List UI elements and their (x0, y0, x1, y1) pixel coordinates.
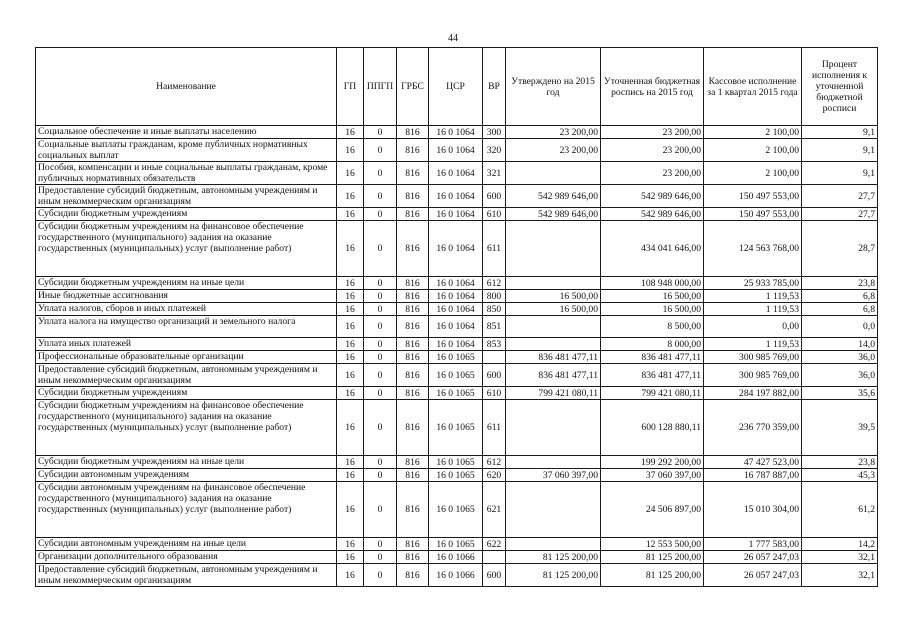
row-ppgp: 0 (364, 290, 397, 303)
row-ppgp: 0 (364, 185, 397, 208)
row-refined: 23 200,00 (601, 126, 704, 139)
row-vr: 622 (483, 538, 506, 551)
row-ppgp: 0 (364, 482, 397, 538)
row-name: Субсидии автономным учреждениям на иные цели (36, 538, 337, 551)
header-gp: ГП (337, 48, 364, 126)
row-approved: 542 989 646,00 (506, 208, 601, 221)
row-refined: 37 060 397,00 (601, 469, 704, 482)
row-name: Уплата иных платежей (36, 338, 337, 351)
row-name: Предоставление субсидий бюджетным, автономным учреждениям и иным некоммерческим организациям (36, 185, 337, 208)
row-csr: 16 0 1065 (429, 351, 483, 364)
row-cash: 2 100,00 (704, 126, 802, 139)
row-name: Профессиональные образовательные организации (36, 351, 337, 364)
row-vr: 610 (483, 208, 506, 221)
row-ppgp: 0 (364, 364, 397, 387)
page-number: 44 (448, 33, 458, 44)
row-percent: 35,6 (802, 387, 878, 400)
row-name: Уплата налога на имущество организаций и земельного налога (36, 316, 337, 338)
row-approved: 836 481 477,11 (506, 351, 601, 364)
row-percent: 28,7 (802, 221, 878, 277)
row-refined: 600 128 880,11 (601, 400, 704, 456)
row-refined: 23 200,00 (601, 139, 704, 162)
row-cash: 25 933 785,00 (704, 277, 802, 290)
row-grbs: 816 (397, 364, 429, 387)
row-refined: 16 500,00 (601, 290, 704, 303)
row-percent: 39,5 (802, 400, 878, 456)
table-body (36, 126, 878, 587)
row-grbs: 816 (397, 162, 429, 185)
row-gp: 16 (337, 456, 364, 469)
row-cash: 1 119,53 (704, 290, 802, 303)
row-percent: 9,1 (802, 126, 878, 139)
row-grbs: 816 (397, 221, 429, 277)
row-csr: 16 0 1064 (429, 162, 483, 185)
row-gp: 16 (337, 538, 364, 551)
row-csr: 16 0 1065 (429, 456, 483, 469)
row-csr: 16 0 1064 (429, 338, 483, 351)
row-grbs: 816 (397, 400, 429, 456)
table-row (36, 162, 878, 185)
row-percent: 6,8 (802, 303, 878, 316)
row-name: Субсидии бюджетным учреждениям на финансовое обеспечение государственного (муниципального) задания на оказание государственных (муниципальных) услуг (выполнение работ) (36, 400, 337, 456)
table-row (36, 338, 878, 351)
row-approved: 799 421 080,11 (506, 387, 601, 400)
row-cash: 16 787 887,00 (704, 469, 802, 482)
row-approved (506, 538, 601, 551)
row-refined: 81 125 200,00 (601, 564, 704, 587)
row-ppgp: 0 (364, 387, 397, 400)
row-approved: 37 060 397,00 (506, 469, 601, 482)
table-row (36, 538, 878, 551)
table-row (36, 277, 878, 290)
row-ppgp: 0 (364, 351, 397, 364)
row-gp: 16 (337, 338, 364, 351)
table-row (36, 564, 878, 587)
row-vr: 611 (483, 400, 506, 456)
row-approved: 81 125 200,00 (506, 564, 601, 587)
row-approved (506, 482, 601, 538)
row-grbs: 816 (397, 139, 429, 162)
row-gp: 16 (337, 387, 364, 400)
row-percent: 36,0 (802, 351, 878, 364)
row-vr: 612 (483, 277, 506, 290)
row-approved (506, 338, 601, 351)
row-approved (506, 456, 601, 469)
row-name: Субсидии бюджетным учреждениям на финансовое обеспечение государственного (муниципального) задания на оказание государственных (муниципальных) услуг (выполнение работ) (36, 221, 337, 277)
table-row (36, 139, 878, 162)
row-gp: 16 (337, 277, 364, 290)
row-csr: 16 0 1064 (429, 290, 483, 303)
row-vr: 600 (483, 564, 506, 587)
header-ppgp: ППГП (364, 48, 397, 126)
row-gp: 16 (337, 400, 364, 456)
row-grbs: 816 (397, 277, 429, 290)
row-vr: 850 (483, 303, 506, 316)
row-csr: 16 0 1065 (429, 387, 483, 400)
row-cash: 150 497 553,00 (704, 208, 802, 221)
header-cash: Кассовое исполнение за 1 квартал 2015 года (704, 48, 802, 126)
budget-table (35, 47, 878, 587)
row-ppgp: 0 (364, 456, 397, 469)
row-gp: 16 (337, 208, 364, 221)
row-name: Предоставление субсидий бюджетным, автономным учреждениям и иным некоммерческим организациям (36, 564, 337, 587)
row-name: Организации дополнительного образования (36, 551, 337, 564)
row-csr: 16 0 1064 (429, 139, 483, 162)
row-gp: 16 (337, 351, 364, 364)
row-percent: 23,8 (802, 277, 878, 290)
row-approved: 16 500,00 (506, 303, 601, 316)
row-grbs: 816 (397, 387, 429, 400)
row-vr (483, 351, 506, 364)
row-name: Пособия, компенсации и иные социальные выплаты гражданам, кроме публичных нормативных обязательств (36, 162, 337, 185)
row-vr: 800 (483, 290, 506, 303)
row-vr: 851 (483, 316, 506, 338)
row-approved: 836 481 477,11 (506, 364, 601, 387)
row-ppgp: 0 (364, 277, 397, 290)
row-gp: 16 (337, 564, 364, 587)
row-cash: 2 100,00 (704, 162, 802, 185)
row-refined: 108 948 000,00 (601, 277, 704, 290)
row-ppgp: 0 (364, 162, 397, 185)
row-approved: 23 200,00 (506, 139, 601, 162)
row-refined: 8 500,00 (601, 316, 704, 338)
row-cash: 15 010 304,00 (704, 482, 802, 538)
row-refined: 24 506 897,00 (601, 482, 704, 538)
row-name: Уплата налогов, сборов и иных платежей (36, 303, 337, 316)
row-ppgp: 0 (364, 221, 397, 277)
row-percent: 14,0 (802, 338, 878, 351)
row-grbs: 816 (397, 469, 429, 482)
row-vr: 320 (483, 139, 506, 162)
row-percent: 9,1 (802, 162, 878, 185)
row-gp: 16 (337, 290, 364, 303)
row-vr: 300 (483, 126, 506, 139)
row-cash: 124 563 768,00 (704, 221, 802, 277)
row-vr: 600 (483, 185, 506, 208)
row-refined: 836 481 477,11 (601, 364, 704, 387)
row-refined: 542 989 646,00 (601, 208, 704, 221)
table-row (36, 185, 878, 208)
row-ppgp: 0 (364, 316, 397, 338)
row-gp: 16 (337, 316, 364, 338)
row-csr: 16 0 1065 (429, 538, 483, 551)
row-gp: 16 (337, 139, 364, 162)
header-name: Наименование (36, 48, 337, 126)
row-cash: 2 100,00 (704, 139, 802, 162)
header-percent: Процент исполнения к уточненной бюджетной росписи (802, 48, 878, 126)
row-percent: 32,1 (802, 551, 878, 564)
row-vr: 321 (483, 162, 506, 185)
row-gp: 16 (337, 185, 364, 208)
row-ppgp: 0 (364, 139, 397, 162)
row-csr: 16 0 1064 (429, 208, 483, 221)
row-name: Социальные выплаты гражданам, кроме публичных нормативных социальных выплат (36, 139, 337, 162)
row-vr: 610 (483, 387, 506, 400)
row-cash: 1 119,53 (704, 338, 802, 351)
row-cash: 0,00 (704, 316, 802, 338)
row-approved: 81 125 200,00 (506, 551, 601, 564)
row-csr: 16 0 1064 (429, 185, 483, 208)
table-row (36, 126, 878, 139)
row-gp: 16 (337, 221, 364, 277)
row-name: Иные бюджетные ассигнования (36, 290, 337, 303)
row-name: Субсидии бюджетным учреждениям на иные цели (36, 277, 337, 290)
row-grbs: 816 (397, 538, 429, 551)
row-csr: 16 0 1064 (429, 277, 483, 290)
row-grbs: 816 (397, 351, 429, 364)
row-approved: 542 989 646,00 (506, 185, 601, 208)
row-ppgp: 0 (364, 469, 397, 482)
row-refined: 8 000,00 (601, 338, 704, 351)
row-cash: 26 057 247,03 (704, 564, 802, 587)
row-name: Субсидии автономным учреждениям (36, 469, 337, 482)
row-approved (506, 277, 601, 290)
table-row (36, 303, 878, 316)
table-row (36, 351, 878, 364)
row-ppgp: 0 (364, 538, 397, 551)
row-approved (506, 221, 601, 277)
row-csr: 16 0 1064 (429, 303, 483, 316)
table-row (36, 316, 878, 338)
row-ppgp: 0 (364, 400, 397, 456)
row-vr: 600 (483, 364, 506, 387)
row-csr: 16 0 1065 (429, 482, 483, 538)
row-vr: 621 (483, 482, 506, 538)
table-row (36, 482, 878, 538)
row-name: Субсидии бюджетным учреждениям (36, 208, 337, 221)
row-csr: 16 0 1065 (429, 400, 483, 456)
row-csr: 16 0 1064 (429, 126, 483, 139)
row-name: Субсидии автономным учреждениям на финансовое обеспечение государственного (муниципального) задания на оказание государственных (муниципальных) услуг (выполнение работ) (36, 482, 337, 538)
row-cash: 1 777 583,00 (704, 538, 802, 551)
row-refined: 16 500,00 (601, 303, 704, 316)
row-grbs: 816 (397, 316, 429, 338)
row-refined: 542 989 646,00 (601, 185, 704, 208)
row-gp: 16 (337, 162, 364, 185)
table-row (36, 551, 878, 564)
row-grbs: 816 (397, 456, 429, 469)
row-grbs: 816 (397, 482, 429, 538)
row-percent: 27,7 (802, 185, 878, 208)
row-percent: 0,0 (802, 316, 878, 338)
table-row (36, 400, 878, 456)
row-percent: 36,0 (802, 364, 878, 387)
row-cash: 26 057 247,03 (704, 551, 802, 564)
row-name: Предоставление субсидий бюджетным, автономным учреждениям и иным некоммерческим организациям (36, 364, 337, 387)
row-refined: 434 041 646,00 (601, 221, 704, 277)
row-percent: 14,2 (802, 538, 878, 551)
table-row (36, 456, 878, 469)
row-approved (506, 316, 601, 338)
row-grbs: 816 (397, 208, 429, 221)
row-grbs: 816 (397, 564, 429, 587)
row-csr: 16 0 1066 (429, 551, 483, 564)
row-ppgp: 0 (364, 564, 397, 587)
row-refined: 199 292 200,00 (601, 456, 704, 469)
row-vr: 620 (483, 469, 506, 482)
row-percent: 61,2 (802, 482, 878, 538)
row-csr: 16 0 1065 (429, 469, 483, 482)
table-row (36, 221, 878, 277)
row-refined: 81 125 200,00 (601, 551, 704, 564)
table-row (36, 364, 878, 387)
row-refined: 12 553 500,00 (601, 538, 704, 551)
row-refined: 836 481 477,11 (601, 351, 704, 364)
row-cash: 150 497 553,00 (704, 185, 802, 208)
row-gp: 16 (337, 551, 364, 564)
row-gp: 16 (337, 303, 364, 316)
row-cash: 236 770 359,00 (704, 400, 802, 456)
row-grbs: 816 (397, 551, 429, 564)
row-approved: 23 200,00 (506, 126, 601, 139)
row-name: Социальное обеспечение и иные выплаты населению (36, 126, 337, 139)
row-vr: 612 (483, 456, 506, 469)
table-row (36, 469, 878, 482)
row-grbs: 816 (397, 185, 429, 208)
row-gp: 16 (337, 126, 364, 139)
row-ppgp: 0 (364, 126, 397, 139)
row-cash: 1 119,53 (704, 303, 802, 316)
row-vr: 611 (483, 221, 506, 277)
row-gp: 16 (337, 469, 364, 482)
row-percent: 45,3 (802, 469, 878, 482)
row-grbs: 816 (397, 126, 429, 139)
row-percent: 27,7 (802, 208, 878, 221)
row-gp: 16 (337, 482, 364, 538)
row-vr (483, 551, 506, 564)
row-grbs: 816 (397, 303, 429, 316)
row-refined: 799 421 080,11 (601, 387, 704, 400)
table-row (36, 290, 878, 303)
row-approved (506, 162, 601, 185)
table-row (36, 208, 878, 221)
row-cash: 300 985 769,00 (704, 364, 802, 387)
row-name: Субсидии бюджетным учреждениям (36, 387, 337, 400)
row-percent: 9,1 (802, 139, 878, 162)
table-header (36, 48, 878, 126)
row-gp: 16 (337, 364, 364, 387)
row-percent: 32,1 (802, 564, 878, 587)
row-csr: 16 0 1066 (429, 564, 483, 587)
row-grbs: 816 (397, 290, 429, 303)
row-cash: 47 427 523,00 (704, 456, 802, 469)
row-percent: 23,8 (802, 456, 878, 469)
header-grbs: ГРБС (397, 48, 429, 126)
row-cash: 284 197 882,00 (704, 387, 802, 400)
row-percent: 6,8 (802, 290, 878, 303)
table-row (36, 387, 878, 400)
row-vr: 853 (483, 338, 506, 351)
row-ppgp: 0 (364, 303, 397, 316)
row-approved (506, 400, 601, 456)
row-csr: 16 0 1064 (429, 316, 483, 338)
row-name: Субсидии бюджетным учреждениям на иные цели (36, 456, 337, 469)
row-csr: 16 0 1065 (429, 364, 483, 387)
header-csr: ЦСР (429, 48, 483, 126)
row-ppgp: 0 (364, 208, 397, 221)
row-cash: 300 985 769,00 (704, 351, 802, 364)
row-ppgp: 0 (364, 551, 397, 564)
row-ppgp: 0 (364, 338, 397, 351)
row-refined: 23 200,00 (601, 162, 704, 185)
row-grbs: 816 (397, 338, 429, 351)
header-refined: Уточненная бюджетная роспись на 2015 год (601, 48, 704, 126)
header-approved: Утверждено на 2015 год (506, 48, 601, 126)
header-vr: ВР (483, 48, 506, 126)
row-approved: 16 500,00 (506, 290, 601, 303)
row-csr: 16 0 1064 (429, 221, 483, 277)
